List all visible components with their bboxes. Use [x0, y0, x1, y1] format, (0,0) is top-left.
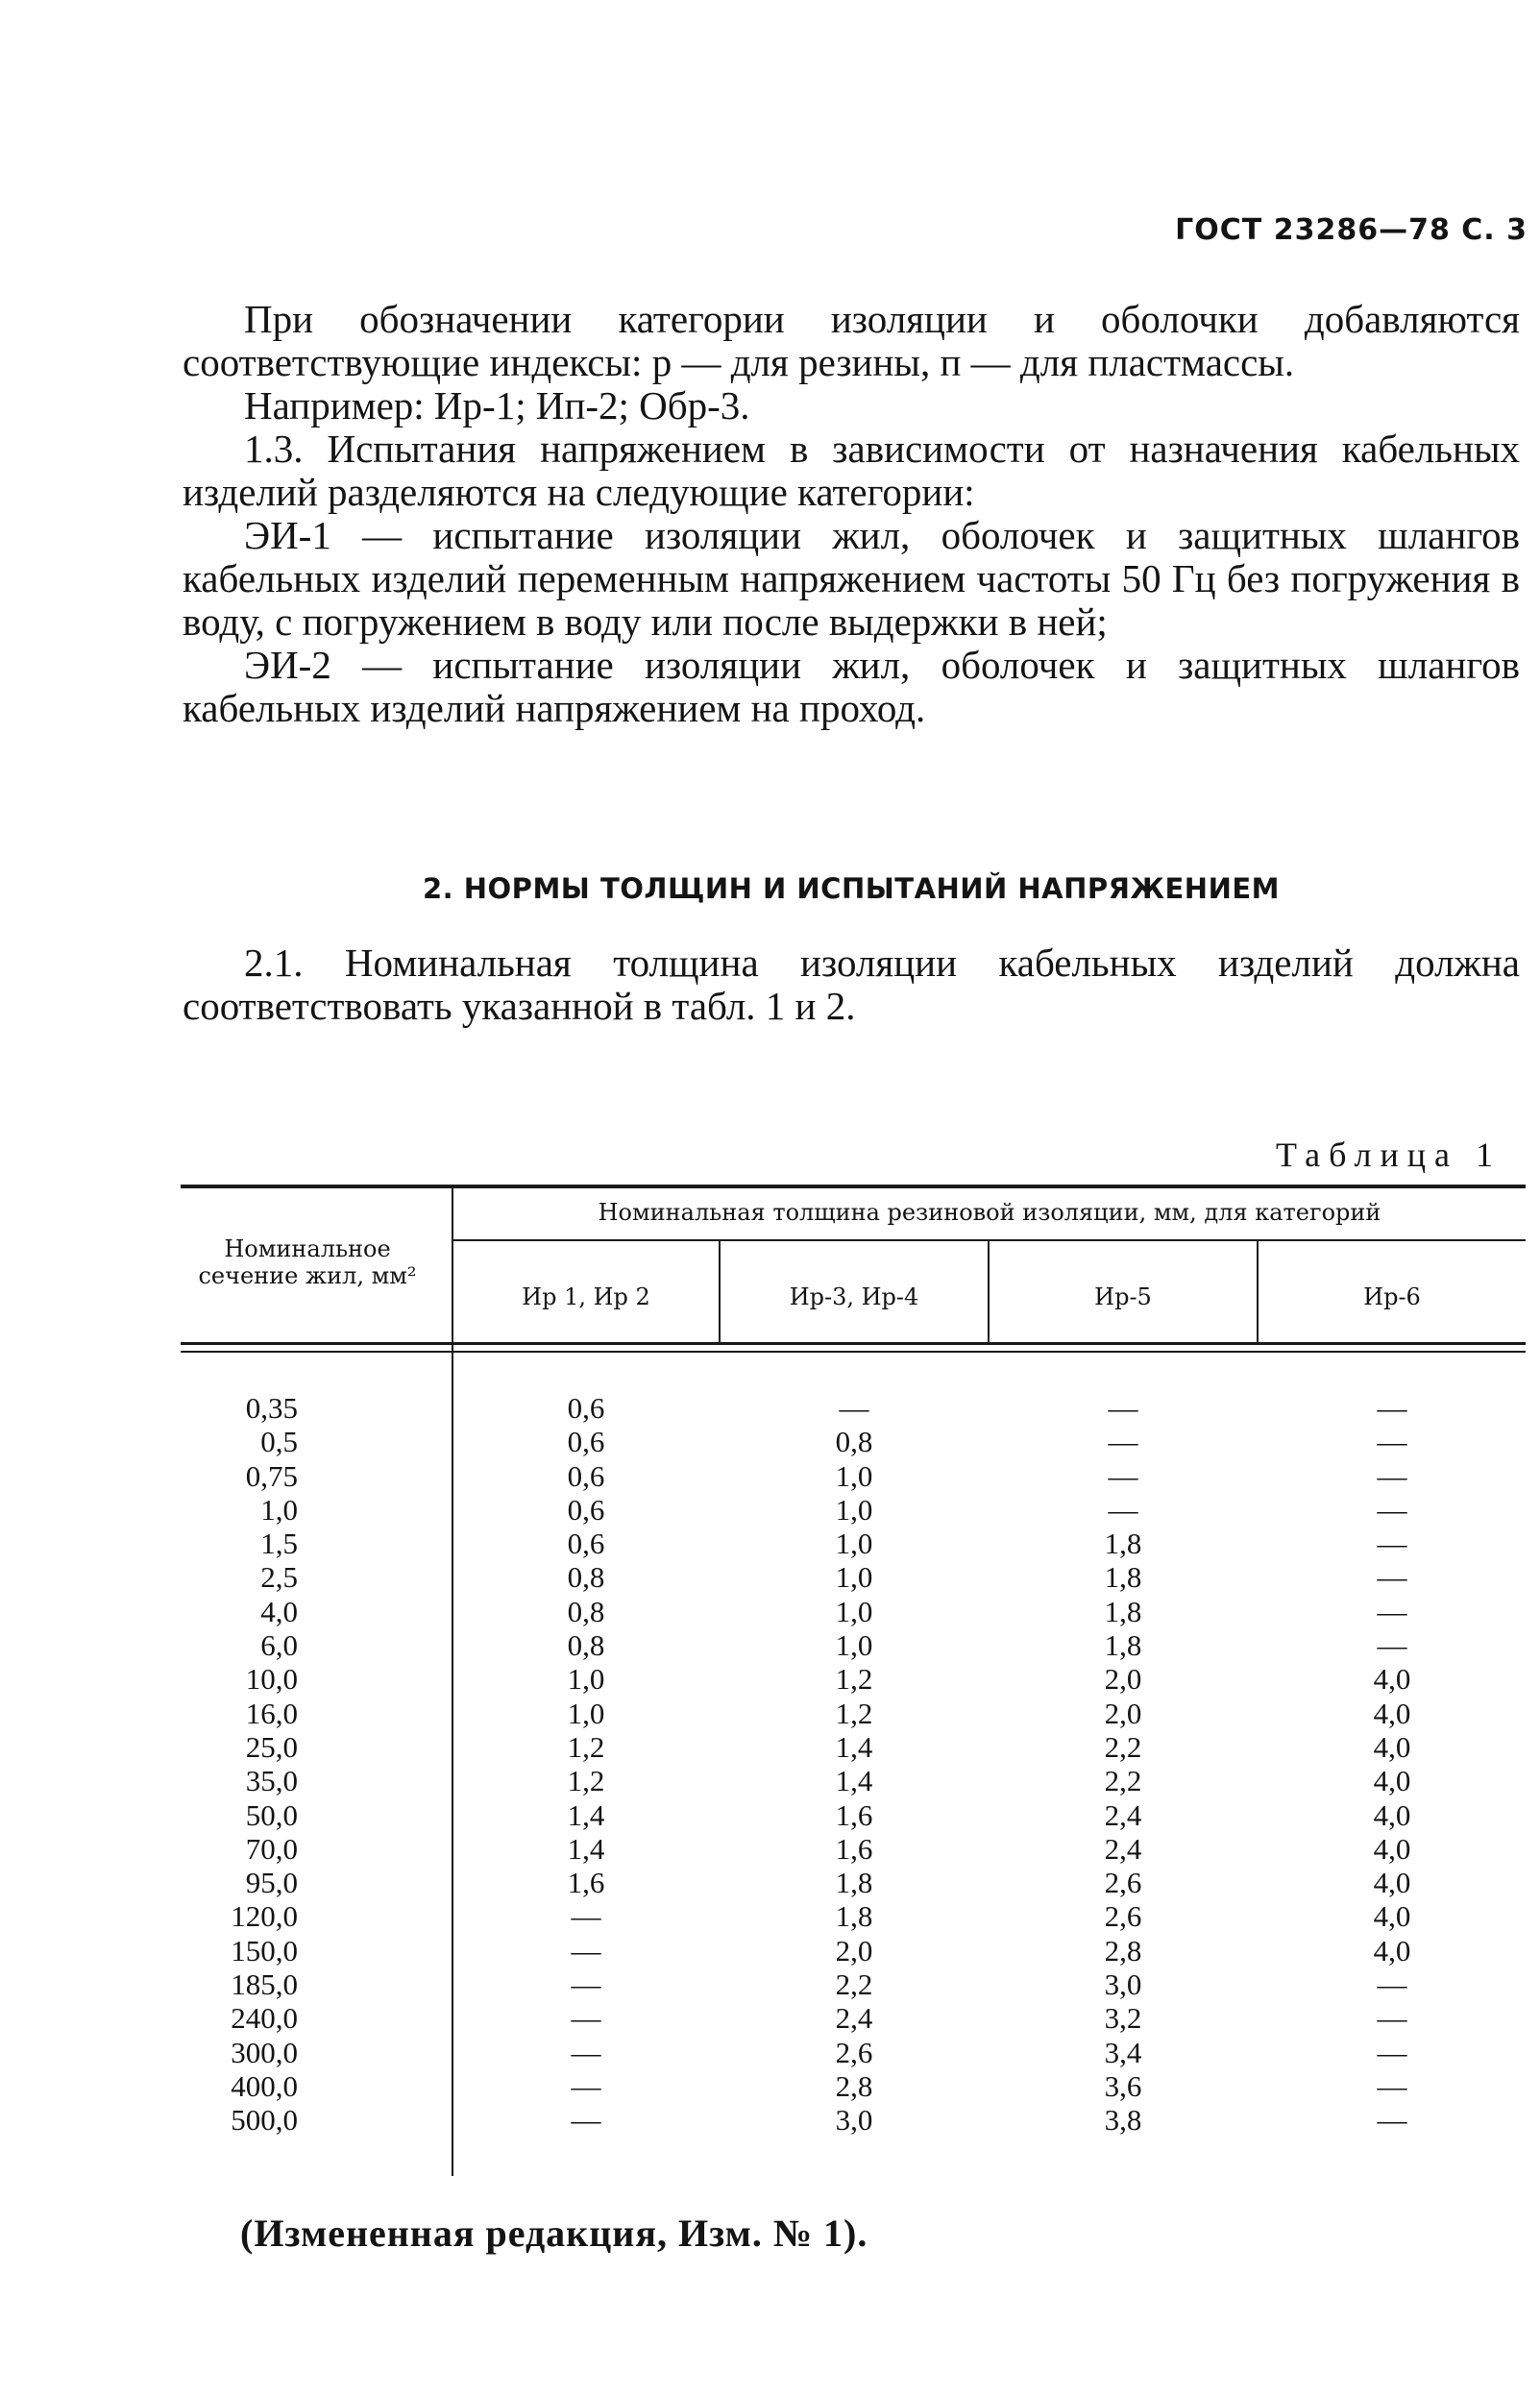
table-cell: — — [571, 2035, 601, 2069]
table-cell: 1,0 — [835, 1458, 873, 1493]
paragraph: ЭИ-2 — испытание изоляции жил, оболочек и защитных шлангов кабельных изделий напряжением на проход. — [183, 643, 1520, 730]
table-cell: — — [1377, 1560, 1407, 1595]
table-cell: — — [1377, 2035, 1407, 2069]
table-cell: 3,0 — [835, 2103, 873, 2138]
table-cell: — — [1377, 1628, 1407, 1663]
table-cell: 3,0 — [1104, 1967, 1142, 2002]
table-cell: — — [1377, 1425, 1407, 1459]
table-cell: 500,0 — [231, 2103, 298, 2138]
table-cell: 3,6 — [1104, 2068, 1142, 2103]
table-cell: 0,8 — [567, 1628, 605, 1663]
table-cell: 0,8 — [835, 1425, 873, 1459]
table-cell: 3,8 — [1104, 2103, 1142, 2138]
paragraph: При обозначении категории изоляции и оболочки добавляются соответствующие индексы: р — для резины, п — для пластмассы. — [183, 297, 1520, 384]
table-cell: 95,0 — [245, 1866, 298, 1900]
page-header: ГОСТ 23286—78 С. 3 — [1175, 213, 1528, 247]
table-cell: 1,0 — [260, 1492, 298, 1527]
table-header-rule — [181, 1342, 1526, 1345]
table-cell: 4,0 — [1373, 1662, 1411, 1697]
table-cell: 16,0 — [245, 1696, 298, 1730]
group-header: Номинальная толщина резиновой изоляции, мм, для категорий — [598, 1199, 1381, 1226]
table-cell: — — [1377, 1594, 1407, 1628]
table-cell: 0,5 — [260, 1425, 298, 1459]
table-cell: 1,2 — [835, 1696, 873, 1730]
table-cell: 1,2 — [567, 1729, 605, 1764]
table-cell: — — [1377, 1458, 1407, 1493]
paragraph: Например: Ир-1; Ип-2; Обр-3. — [244, 383, 750, 428]
table-cell: 35,0 — [245, 1764, 298, 1798]
ir1-ir2-column — [453, 1391, 719, 2138]
table-cell: 70,0 — [245, 1831, 298, 1866]
paragraph: 2.1. Номинальная толщина изоляции кабельных изделий должна соответствовать указанной в табл. 1 и 2. — [183, 941, 1520, 1028]
table-cell: 1,8 — [1104, 1560, 1142, 1595]
table-cell: 1,6 — [835, 1797, 873, 1832]
column-header: Ир-3, Ир-4 — [789, 1283, 919, 1310]
table-cell: 2,6 — [1104, 1866, 1142, 1900]
table-cell: 1,2 — [835, 1662, 873, 1697]
table-cell: 0,6 — [567, 1425, 605, 1459]
table-caption: Таблица 1 — [1276, 1136, 1502, 1174]
column-header: Ир-6 — [1363, 1283, 1421, 1310]
table-cell: 1,0 — [835, 1492, 873, 1527]
table-cell: 2,0 — [1104, 1696, 1142, 1730]
table-cell: — — [1377, 1492, 1407, 1527]
table-cell: — — [571, 1967, 601, 2002]
table-cell: 50,0 — [245, 1797, 298, 1832]
table-cell: 6,0 — [260, 1628, 298, 1663]
table-cell: 1,0 — [567, 1662, 605, 1697]
column-header: Ир-5 — [1094, 1283, 1152, 1310]
table-cell: 1,2 — [567, 1764, 605, 1798]
table-cell: — — [1108, 1391, 1138, 1425]
table-cell: 185,0 — [231, 1967, 298, 2002]
table-cell: 120,0 — [231, 1899, 298, 1934]
table-cell: 0,8 — [567, 1560, 605, 1595]
table-cell: 4,0 — [1373, 1729, 1411, 1764]
table-cell: 4,0 — [1373, 1696, 1411, 1730]
table-cell: 3,4 — [1104, 2035, 1142, 2069]
table-cell: 1,0 — [835, 1628, 873, 1663]
table-cell: 10,0 — [245, 1662, 298, 1697]
table-cell: — — [1377, 1391, 1407, 1425]
table-cell: 4,0 — [1373, 1933, 1411, 1967]
table-cell: 150,0 — [231, 1933, 298, 1967]
paragraph: ЭИ-1 — испытание изоляции жил, оболочек и защитных шлангов кабельных изделий переменным напряжением частоты 50 Гц без погружения в воду, с погружением в воду или после выдержки в ней; — [183, 513, 1520, 644]
table-cell: 0,6 — [567, 1391, 605, 1425]
table-cell: 1,0 — [567, 1696, 605, 1730]
table-cell: — — [1377, 2068, 1407, 2103]
table-cell: 300,0 — [231, 2035, 298, 2069]
table-cell: 4,0 — [1373, 1797, 1411, 1832]
table-cell: 4,0 — [1373, 1899, 1411, 1934]
table-cell: 3,2 — [1104, 2001, 1142, 2036]
table-cell: — — [1108, 1492, 1138, 1527]
intro-text — [183, 298, 1520, 730]
table-cell: — — [1377, 2103, 1407, 2138]
table-cell: 2,2 — [1104, 1729, 1142, 1764]
paragraph: 1.3. Испытания напряжением в зависимости от назначения кабельных изделий разделяются на следующие категории: — [183, 427, 1520, 514]
table-cell: 1,0 — [835, 1527, 873, 1561]
table-cell: 2,5 — [260, 1560, 298, 1595]
table-cell: — — [571, 2001, 601, 2036]
table-cell: 4,0 — [1373, 1831, 1411, 1866]
column-header: Ир 1, Ир 2 — [522, 1283, 650, 1310]
table-cell: 2,2 — [835, 1967, 873, 2002]
section-text — [183, 941, 1520, 1028]
table-cell: 1,4 — [567, 1831, 605, 1866]
table-cell: 2,0 — [1104, 1662, 1142, 1697]
table-cell: 4,0 — [1373, 1764, 1411, 1798]
table-cell: 0,75 — [245, 1458, 298, 1493]
table-cell: — — [1108, 1425, 1138, 1459]
table-cell: 1,0 — [835, 1560, 873, 1595]
table-cell: 2,4 — [1104, 1797, 1142, 1832]
table-cell: 2,8 — [835, 2068, 873, 2103]
table-cell: 4,0 — [260, 1594, 298, 1628]
table-cell: 4,0 — [1373, 1866, 1411, 1900]
table-cell: 1,8 — [835, 1899, 873, 1934]
table-cell: 1,6 — [835, 1831, 873, 1866]
table-cell: 0,6 — [567, 1527, 605, 1561]
table-cell: 0,35 — [245, 1391, 298, 1425]
table-cell: 0,6 — [567, 1458, 605, 1493]
table-cell: 2,0 — [835, 1933, 873, 1967]
table-cell: — — [571, 1899, 601, 1934]
table-cell: — — [1377, 1527, 1407, 1561]
table-cell: 1,4 — [835, 1764, 873, 1798]
table-cell: 400,0 — [231, 2068, 298, 2103]
ir5-column — [990, 1391, 1257, 2138]
table-cell: 2,6 — [835, 2035, 873, 2069]
table-cell: 0,8 — [567, 1594, 605, 1628]
table-cell: 1,8 — [1104, 1527, 1142, 1561]
table-cell: — — [571, 2068, 601, 2103]
table-cell: 1,8 — [835, 1866, 873, 1900]
table-header-rule — [181, 1351, 1526, 1353]
table-cell: 1,8 — [1104, 1628, 1142, 1663]
table-cell: — — [1377, 2001, 1407, 2036]
table-cell: 1,4 — [567, 1797, 605, 1832]
section-heading: 2. НОРМЫ ТОЛЩИН И ИСПЫТАНИЙ НАПРЯЖЕНИЕМ — [422, 872, 1281, 905]
table-cell: 1,0 — [835, 1594, 873, 1628]
table-cell: 2,2 — [1104, 1764, 1142, 1798]
table-cell: 0,6 — [567, 1492, 605, 1527]
table-cell: 25,0 — [245, 1729, 298, 1764]
table-top-rule — [181, 1185, 1526, 1188]
table-cell: — — [1108, 1458, 1138, 1493]
table-cell: 2,4 — [835, 2001, 873, 2036]
table-cell: 2,8 — [1104, 1933, 1142, 1967]
amendment-note: (Измененная редакция, Изм. № 1). — [240, 2212, 868, 2255]
table-cell: 240,0 — [231, 2001, 298, 2036]
row-header: Номинальное сечение жил, мм² — [198, 1235, 417, 1289]
ir6-column — [1259, 1391, 1526, 2138]
table-cell: — — [1377, 1967, 1407, 2002]
table-cell: 2,4 — [1104, 1831, 1142, 1866]
table-cell: — — [571, 1933, 601, 1967]
table-cell: 1,5 — [260, 1527, 298, 1561]
table-cell: 1,4 — [835, 1729, 873, 1764]
table-cell: 2,6 — [1104, 1899, 1142, 1934]
table-cell: 1,6 — [567, 1866, 605, 1900]
table-cell: 1,8 — [1104, 1594, 1142, 1628]
table-cell: — — [839, 1391, 869, 1425]
table-cell: — — [571, 2103, 601, 2138]
cross-section-column — [221, 1391, 452, 2138]
ir3-ir4-column — [721, 1391, 988, 2138]
